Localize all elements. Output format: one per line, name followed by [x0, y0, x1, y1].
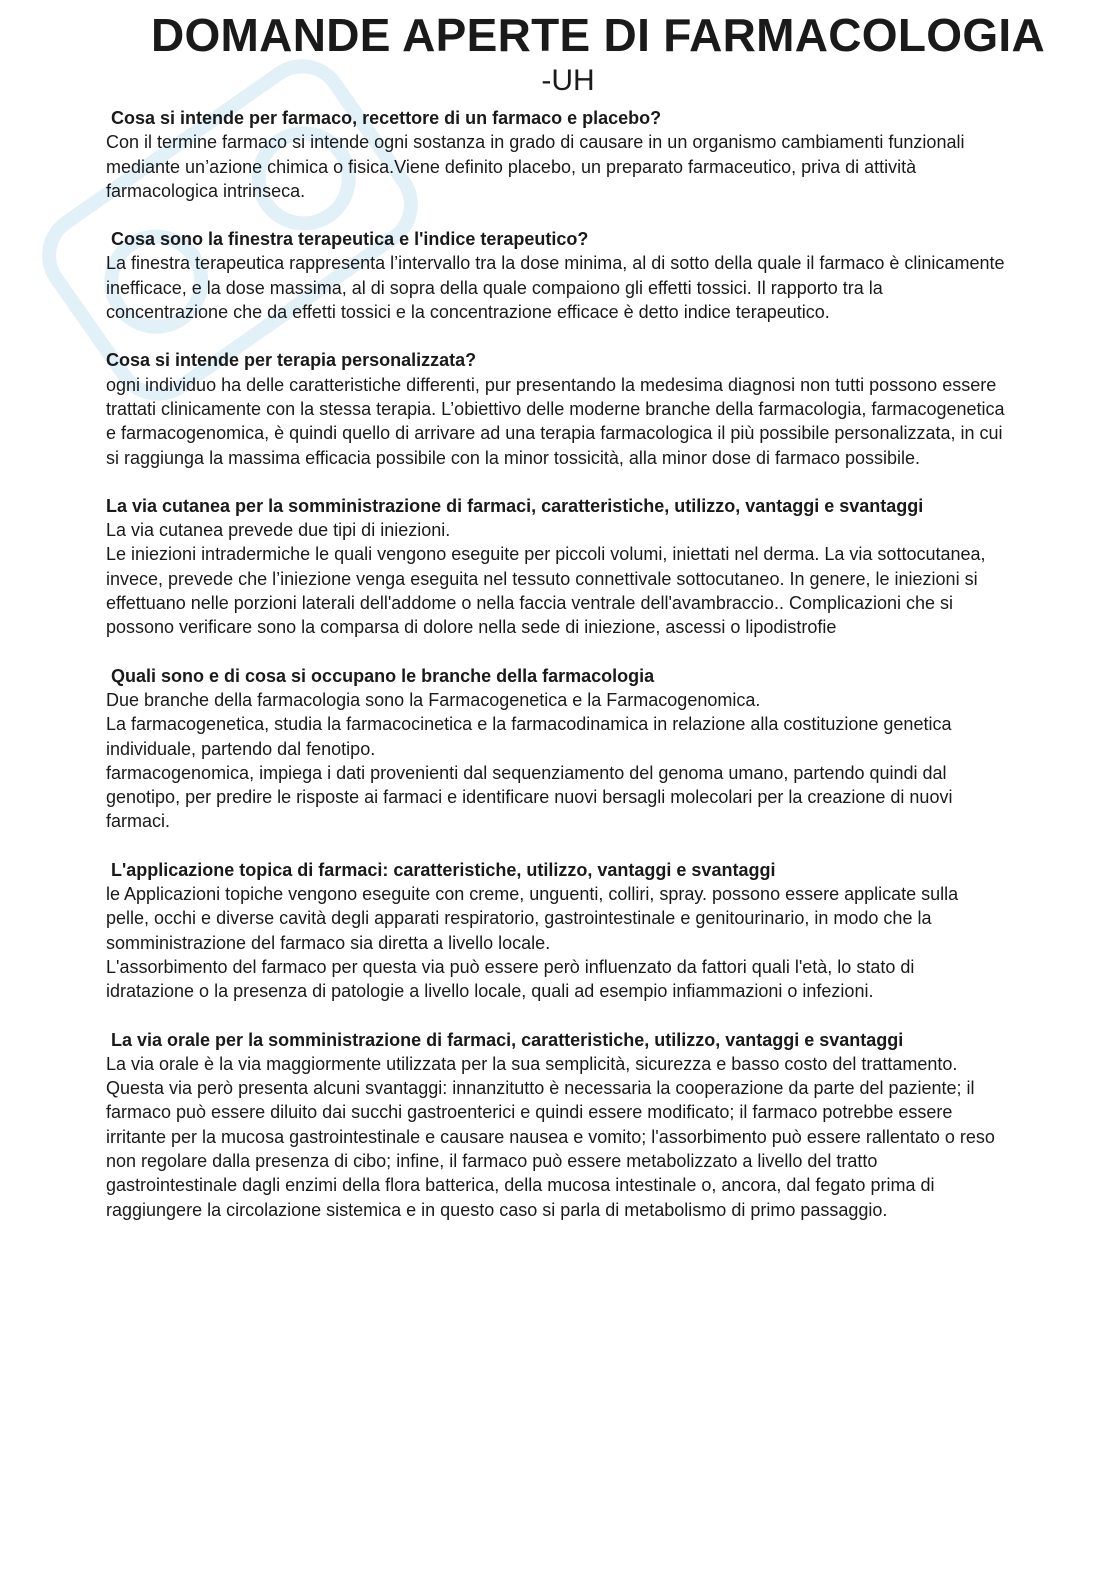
section-paragraph: La via orale è la via maggiormente utilizzata per la sua semplicità, sicurezza e basso costo del trattamento. Questa via però presenta alcuni svantaggi: innanzitutto è necessaria la cooperazione da parte del paziente; il farmaco può essere diluito dai succhi gastroenterici e quindi essere modificato; il farmaco potrebbe essere irritante per la mucosa gastrointestinale e causare nausea e vomito; l'assorbimento può essere rallentato o reso non regolare dalla presenza di cibo; infine, il farmaco può essere metabolizzato a livello del tratto gastrointestinale dagli enzimi della flora batterica, della mucosa intestinale o, ancora, dal fegato prima di raggiungere la circolazione sistemica e in questo caso si parla di metabolismo di primo passaggio. — [106, 1053, 995, 1220]
section-question: Cosa sono la finestra terapeutica e l'indice terapeutico? — [111, 229, 589, 250]
section-question: L'applicazione topica di farmaci: caratteristiche, utilizzo, vantaggi e svantaggi — [111, 859, 776, 880]
section-finestra-terapeutica — [106, 227, 1006, 324]
section-applicazione-topica — [106, 858, 1006, 1004]
section-paragraph: farmacogenomica, impiega i dati provenienti dal sequenziamento del genoma umano, partendo quindi dal genotipo, per predire le risposte ai farmaci e identificare nuovi bersagli molecolari per la creazione di nuovi farmaci. — [106, 762, 953, 832]
section-question: La via cutanea per la somministrazione di farmaci, caratteristiche, utilizzo, vantaggi e svantaggi — [106, 495, 924, 516]
section-paragraph: La via cutanea prevede due tipi di iniezioni. — [106, 520, 451, 541]
section-paragraph: Le iniezioni intradermiche le quali vengono eseguite per piccoli volumi, iniettati nel derma. La via sottocutanea, invece, prevede che l’iniezione venga eseguita nel tessuto connettivale sottocutaneo. In genere, le iniezioni si effettuano nelle porzioni laterali dell'addome o nella faccia ventrale dell'avambraccio.. Complicazioni che si possono verificare sono la comparsa di dolore nella sede di iniezione, ascessi o lipodistrofie — [106, 544, 986, 638]
page-title — [0, 8, 1116, 100]
title-main: DOMANDE APERTE DI FARMACOLOGIA — [150, 9, 1046, 61]
section-question: Cosa si intende per farmaco, recettore di un farmaco e placebo? — [111, 108, 662, 128]
section-question: Quali sono e di cosa si occupano le branche della farmacologia — [111, 665, 655, 686]
section-question: Cosa si intende per terapia personalizzata? — [106, 350, 477, 371]
section-via-cutanea — [106, 494, 1006, 640]
section-via-orale — [106, 1028, 1006, 1222]
section-paragraph: La finestra terapeutica rappresenta l’intervallo tra la dose minima, al di sotto della quale il farmaco è clinicamente inefficace, e la dose massima, al di sopra della quale compaiono gli effetti tossici. Il rapporto tra la concentrazione che da effetti tossici e la concentrazione efficace è detto indice terapeutico. — [106, 253, 1005, 323]
section-branche-farmacologia — [106, 664, 1006, 834]
section-paragraph: Due branche della farmacologia sono la Farmacogenetica e la Farmacogenomica. — [106, 689, 761, 710]
title-sub: -UH — [541, 64, 595, 97]
section-farmaco-placebo — [106, 106, 1006, 203]
section-terapia-personalizzata — [106, 348, 1006, 469]
section-paragraph: La farmacogenetica, studia la farmacocinetica e la farmacodinamica in relazione alla costituzione genetica individuale, partendo dal fenotipo. — [106, 714, 952, 759]
section-paragraph: Con il termine farmaco si intende ogni sostanza in grado di causare in un organismo cambiamenti funzionali mediante un’azione chimica o fisica.Viene definito placebo, un preparato farmaceutico, priva di attività farmacologica intrinseca. — [106, 132, 965, 201]
section-paragraph: L'assorbimento del farmaco per questa via può essere però influenzato da fattori quali l'età, lo stato di idratazione o la presenza di patologie a livello locale, quali ad esempio infiammazioni o infezioni. — [106, 956, 915, 1002]
section-question: La via orale per la somministrazione di farmaci, caratteristiche, utilizzo, vantaggi e svantaggi — [111, 1029, 904, 1050]
document-body — [106, 106, 1006, 1246]
section-paragraph: ogni individuo ha delle caratteristiche differenti, pur presentando la medesima diagnosi non tutti possono essere trattati clinicamente con la stessa terapia. L’obiettivo delle moderne branche della farmacologia, farmacogenetica e farmacogenomica, è quindi quello di arrivare ad una terapia farmacologica il più possibile personalizzata, in cui si raggiunga la massima efficacia possibile con la minor tossicità, alla minor dose di farmaco possibile. — [106, 374, 1005, 468]
section-paragraph: le Applicazioni topiche vengono eseguite con creme, unguenti, colliri, spray. possono essere applicate sulla pelle, occhi e diverse cavità degli apparati respiratorio, gastrointestinale e genitourinario, in modo che la somministrazione del farmaco sia diretta a livello locale. — [106, 884, 959, 953]
